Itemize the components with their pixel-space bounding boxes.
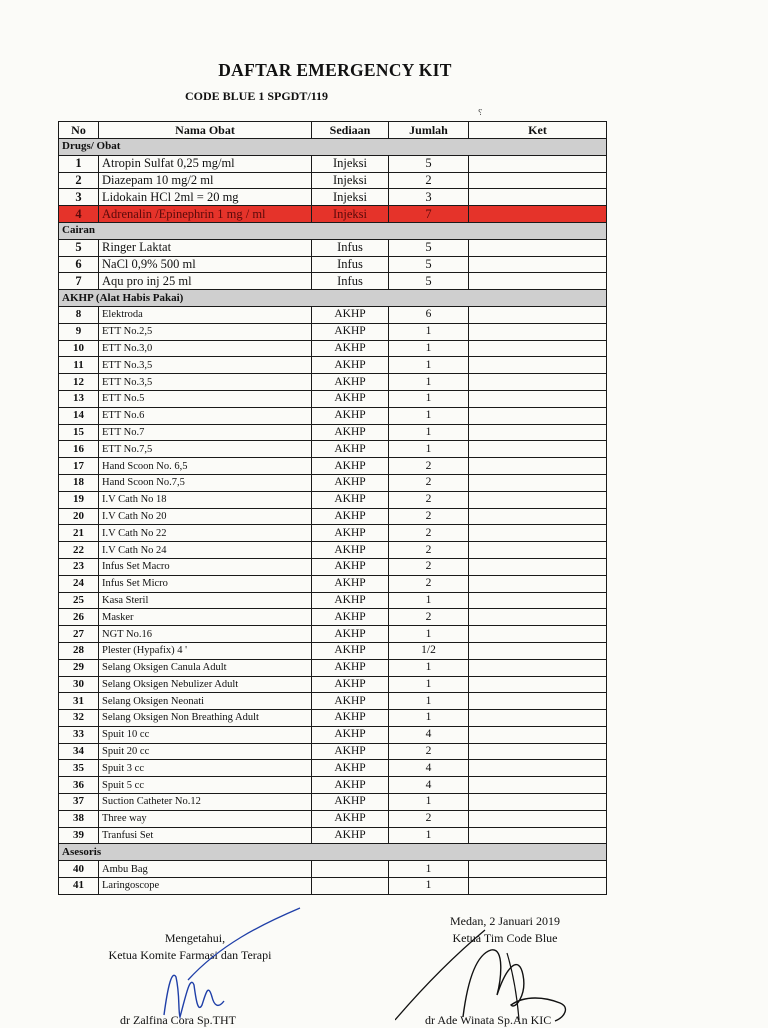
cell-no: 41 xyxy=(59,878,99,895)
cell-jumlah: 4 xyxy=(389,760,469,777)
cell-nama-obat: Ringer Laktat xyxy=(99,239,312,256)
cell-ket xyxy=(469,474,607,491)
table-row xyxy=(59,710,607,727)
section-row xyxy=(59,222,607,239)
cell-sediaan: AKHP xyxy=(312,508,389,525)
cell-sediaan: AKHP xyxy=(312,491,389,508)
cell-sediaan: AKHP xyxy=(312,794,389,811)
cell-nama-obat: Tranfusi Set xyxy=(99,827,312,844)
cell-no: 14 xyxy=(59,407,99,424)
cell-nama-obat: Spuit 20 cc xyxy=(99,743,312,760)
cell-jumlah: 5 xyxy=(389,239,469,256)
cell-no: 23 xyxy=(59,558,99,575)
cell-sediaan: Injeksi xyxy=(312,155,389,172)
cell-sediaan: AKHP xyxy=(312,542,389,559)
table-row xyxy=(59,374,607,391)
column-header-no: No xyxy=(59,122,99,139)
table-row xyxy=(59,592,607,609)
cell-ket xyxy=(469,794,607,811)
cell-ket xyxy=(469,306,607,323)
cell-sediaan: AKHP xyxy=(312,558,389,575)
cell-jumlah: 2 xyxy=(389,542,469,559)
cell-jumlah: 1 xyxy=(389,693,469,710)
cell-nama-obat: Selang Oksigen Neonati xyxy=(99,693,312,710)
cell-sediaan: AKHP xyxy=(312,609,389,626)
cell-sediaan: AKHP xyxy=(312,827,389,844)
emergency-kit-table xyxy=(58,121,607,895)
cell-no: 11 xyxy=(59,357,99,374)
cell-no: 8 xyxy=(59,306,99,323)
signature-left-line1: Mengetahui, xyxy=(164,931,226,945)
cell-jumlah: 1 xyxy=(389,390,469,407)
cell-ket xyxy=(469,357,607,374)
cell-sediaan: AKHP xyxy=(312,693,389,710)
cell-sediaan: AKHP xyxy=(312,676,389,693)
cell-ket xyxy=(469,558,607,575)
table-row xyxy=(59,609,607,626)
table-row xyxy=(59,794,607,811)
cell-ket xyxy=(469,743,607,760)
cell-jumlah: 1 xyxy=(389,861,469,878)
cell-no: 36 xyxy=(59,777,99,794)
cell-no: 3 xyxy=(59,189,99,206)
table-row xyxy=(59,575,607,592)
cell-nama-obat: Lidokain HCl 2ml = 20 mg xyxy=(99,189,312,206)
cell-sediaan: AKHP xyxy=(312,407,389,424)
cell-sediaan: AKHP xyxy=(312,390,389,407)
cell-ket xyxy=(469,861,607,878)
section-title: Asesoris xyxy=(59,844,607,861)
cell-nama-obat: Masker xyxy=(99,609,312,626)
table-row xyxy=(59,441,607,458)
cell-jumlah: 2 xyxy=(389,474,469,491)
cell-sediaan: AKHP xyxy=(312,726,389,743)
cell-jumlah: 1 xyxy=(389,794,469,811)
cell-no: 33 xyxy=(59,726,99,743)
cell-jumlah: 3 xyxy=(389,189,469,206)
table-row xyxy=(59,407,607,424)
section-row xyxy=(59,139,607,156)
cell-no: 38 xyxy=(59,810,99,827)
cell-jumlah: 1 xyxy=(389,676,469,693)
signature-right-line2: Ketua Tim Code Blue xyxy=(452,931,558,945)
document-title: DAFTAR EMERGENCY KIT xyxy=(218,60,452,80)
cell-ket xyxy=(469,710,607,727)
table-row xyxy=(59,172,607,189)
cell-nama-obat: I.V Cath No 22 xyxy=(99,525,312,542)
table-row xyxy=(59,726,607,743)
cell-jumlah: 2 xyxy=(389,508,469,525)
table-body xyxy=(59,139,607,895)
cell-nama-obat: Suction Catheter No.12 xyxy=(99,794,312,811)
cell-nama-obat: I.V Cath No 18 xyxy=(99,491,312,508)
table-row xyxy=(59,626,607,643)
table-row xyxy=(59,357,607,374)
cell-ket xyxy=(469,239,607,256)
cell-ket xyxy=(469,760,607,777)
signature-right-line1: Medan, 2 Januari 2019 xyxy=(450,914,560,928)
table-row xyxy=(59,390,607,407)
cell-sediaan: Infus xyxy=(312,256,389,273)
cell-ket xyxy=(469,441,607,458)
cell-nama-obat: Spuit 10 cc xyxy=(99,726,312,743)
cell-sediaan: AKHP xyxy=(312,474,389,491)
table-row xyxy=(59,155,607,172)
cell-nama-obat: Kasa Steril xyxy=(99,592,312,609)
cell-no: 20 xyxy=(59,508,99,525)
cell-nama-obat: ETT No.6 xyxy=(99,407,312,424)
table-row xyxy=(59,206,607,223)
cell-jumlah: 4 xyxy=(389,777,469,794)
cell-nama-obat: ETT No.3,5 xyxy=(99,357,312,374)
cell-nama-obat: Three way xyxy=(99,810,312,827)
cell-no: 24 xyxy=(59,575,99,592)
cell-no: 16 xyxy=(59,441,99,458)
table-header-row xyxy=(59,122,607,139)
cell-nama-obat: Atropin Sulfat 0,25 mg/ml xyxy=(99,155,312,172)
cell-ket xyxy=(469,491,607,508)
cell-ket xyxy=(469,256,607,273)
table-row xyxy=(59,827,607,844)
cell-nama-obat: Plester (Hypafix) 4 ' xyxy=(99,642,312,659)
cell-nama-obat: Diazepam 10 mg/2 ml xyxy=(99,172,312,189)
cell-jumlah: 1 xyxy=(389,323,469,340)
cell-jumlah: 1 xyxy=(389,441,469,458)
cell-jumlah: 2 xyxy=(389,491,469,508)
cell-ket xyxy=(469,626,607,643)
column-header-jumlah: Jumlah xyxy=(389,122,469,139)
cell-sediaan: AKHP xyxy=(312,810,389,827)
document-subtitle: CODE BLUE 1 SPGDT/119 xyxy=(185,89,329,103)
cell-ket xyxy=(469,693,607,710)
cell-sediaan: Injeksi xyxy=(312,206,389,223)
cell-sediaan: AKHP xyxy=(312,374,389,391)
cell-no: 30 xyxy=(59,676,99,693)
cell-jumlah: 1 xyxy=(389,659,469,676)
signature-left-line2: Ketua Komite Farmasi dan Terapi xyxy=(108,948,272,962)
cell-sediaan: AKHP xyxy=(312,306,389,323)
signatory-name-left: dr Zalfina Cora Sp.THT xyxy=(120,1013,236,1027)
cell-nama-obat: I.V Cath No 20 xyxy=(99,508,312,525)
cell-jumlah: 1 xyxy=(389,592,469,609)
signature-left-scribble xyxy=(150,905,310,1024)
cell-no: 29 xyxy=(59,659,99,676)
cell-jumlah: 2 xyxy=(389,810,469,827)
cell-no: 26 xyxy=(59,609,99,626)
cell-jumlah: 2 xyxy=(389,172,469,189)
cell-nama-obat: Elektroda xyxy=(99,306,312,323)
cell-ket xyxy=(469,458,607,475)
cell-nama-obat: Selang Oksigen Nebulizer Adult xyxy=(99,676,312,693)
cell-no: 40 xyxy=(59,861,99,878)
cell-sediaan: AKHP xyxy=(312,441,389,458)
cell-ket xyxy=(469,424,607,441)
cell-no: 1 xyxy=(59,155,99,172)
table-row xyxy=(59,760,607,777)
cell-nama-obat: ETT No.5 xyxy=(99,390,312,407)
table-row xyxy=(59,474,607,491)
cell-no: 7 xyxy=(59,273,99,290)
cell-nama-obat: I.V Cath No 24 xyxy=(99,542,312,559)
cell-jumlah: 2 xyxy=(389,525,469,542)
cell-jumlah: 1 xyxy=(389,626,469,643)
cell-jumlah: 4 xyxy=(389,726,469,743)
cell-nama-obat: Infus Set Macro xyxy=(99,558,312,575)
cell-ket xyxy=(469,155,607,172)
cell-no: 28 xyxy=(59,642,99,659)
cell-sediaan: AKHP xyxy=(312,525,389,542)
cell-nama-obat: ETT No.3,0 xyxy=(99,340,312,357)
cell-nama-obat: Spuit 5 cc xyxy=(99,777,312,794)
cell-ket xyxy=(469,374,607,391)
table-row xyxy=(59,676,607,693)
section-title: Cairan xyxy=(59,222,607,239)
cell-jumlah: 2 xyxy=(389,458,469,475)
table-row xyxy=(59,458,607,475)
cell-sediaan: Infus xyxy=(312,273,389,290)
cell-sediaan: Injeksi xyxy=(312,172,389,189)
cell-sediaan: AKHP xyxy=(312,340,389,357)
cell-nama-obat: ETT No.7,5 xyxy=(99,441,312,458)
table-row xyxy=(59,861,607,878)
cell-ket xyxy=(469,206,607,223)
table-row xyxy=(59,659,607,676)
cell-ket xyxy=(469,676,607,693)
cell-nama-obat: ETT No.7 xyxy=(99,424,312,441)
table-row xyxy=(59,256,607,273)
cell-nama-obat: Selang Oksigen Canula Adult xyxy=(99,659,312,676)
cell-sediaan: AKHP xyxy=(312,458,389,475)
cell-jumlah: 1 xyxy=(389,357,469,374)
cell-no: 35 xyxy=(59,760,99,777)
cell-nama-obat: NaCl 0,9% 500 ml xyxy=(99,256,312,273)
cell-ket xyxy=(469,189,607,206)
cell-no: 32 xyxy=(59,710,99,727)
cell-sediaan: AKHP xyxy=(312,710,389,727)
cell-jumlah: 1 xyxy=(389,827,469,844)
cell-nama-obat: Laringoscope xyxy=(99,878,312,895)
cell-no: 37 xyxy=(59,794,99,811)
cell-jumlah: 7 xyxy=(389,206,469,223)
cell-jumlah: 2 xyxy=(389,575,469,592)
table-row xyxy=(59,525,607,542)
table-row xyxy=(59,878,607,895)
column-header-sediaan: Sediaan xyxy=(312,122,389,139)
cell-ket xyxy=(469,508,607,525)
table-row xyxy=(59,239,607,256)
cell-nama-obat: ETT No.2,5 xyxy=(99,323,312,340)
cell-no: 21 xyxy=(59,525,99,542)
cell-sediaan: AKHP xyxy=(312,424,389,441)
cell-no: 31 xyxy=(59,693,99,710)
table-row xyxy=(59,340,607,357)
cell-nama-obat: Adrenalin /Epinephrin 1 mg / ml xyxy=(99,206,312,223)
cell-no: 4 xyxy=(59,206,99,223)
cell-sediaan: AKHP xyxy=(312,592,389,609)
cell-sediaan: AKHP xyxy=(312,357,389,374)
cell-nama-obat: Selang Oksigen Non Breathing Adult xyxy=(99,710,312,727)
cell-ket xyxy=(469,659,607,676)
cell-nama-obat: Ambu Bag xyxy=(99,861,312,878)
cell-no: 15 xyxy=(59,424,99,441)
cell-jumlah: 5 xyxy=(389,155,469,172)
cell-jumlah: 1/2 xyxy=(389,642,469,659)
column-header-ket: Ket xyxy=(469,122,607,139)
cell-ket xyxy=(469,810,607,827)
cell-ket xyxy=(469,525,607,542)
cell-jumlah: 5 xyxy=(389,273,469,290)
section-row xyxy=(59,290,607,307)
section-title: Drugs/ Obat xyxy=(59,139,607,156)
cell-jumlah: 1 xyxy=(389,424,469,441)
table-row xyxy=(59,424,607,441)
cell-sediaan: Infus xyxy=(312,239,389,256)
cell-ket xyxy=(469,323,607,340)
cell-no: 25 xyxy=(59,592,99,609)
cell-nama-obat: NGT No.16 xyxy=(99,626,312,643)
cell-ket xyxy=(469,827,607,844)
cell-nama-obat: Aqu pro inj 25 ml xyxy=(99,273,312,290)
cell-ket xyxy=(469,575,607,592)
cell-jumlah: 2 xyxy=(389,609,469,626)
table-row xyxy=(59,693,607,710)
cell-ket xyxy=(469,542,607,559)
cell-ket xyxy=(469,273,607,290)
cell-ket xyxy=(469,642,607,659)
cell-sediaan: Injeksi xyxy=(312,189,389,206)
cell-ket xyxy=(469,407,607,424)
cell-sediaan xyxy=(312,878,389,895)
cell-jumlah: 2 xyxy=(389,558,469,575)
cell-jumlah: 1 xyxy=(389,407,469,424)
table-row xyxy=(59,777,607,794)
cell-no: 5 xyxy=(59,239,99,256)
cell-jumlah: 1 xyxy=(389,878,469,895)
cell-no: 10 xyxy=(59,340,99,357)
cell-no: 13 xyxy=(59,390,99,407)
pen-mark-icon: ⸮ xyxy=(478,108,483,117)
table-row xyxy=(59,508,607,525)
cell-nama-obat: Hand Scoon No.7,5 xyxy=(99,474,312,491)
cell-nama-obat: Spuit 3 cc xyxy=(99,760,312,777)
cell-ket xyxy=(469,726,607,743)
cell-nama-obat: Infus Set Micro xyxy=(99,575,312,592)
cell-no: 2 xyxy=(59,172,99,189)
table-row xyxy=(59,810,607,827)
cell-ket xyxy=(469,390,607,407)
cell-sediaan: AKHP xyxy=(312,743,389,760)
cell-no: 34 xyxy=(59,743,99,760)
table-row xyxy=(59,189,607,206)
cell-jumlah: 2 xyxy=(389,743,469,760)
cell-ket xyxy=(469,777,607,794)
cell-no: 12 xyxy=(59,374,99,391)
cell-sediaan: AKHP xyxy=(312,760,389,777)
cell-jumlah: 1 xyxy=(389,340,469,357)
cell-jumlah: 5 xyxy=(389,256,469,273)
table-row xyxy=(59,273,607,290)
cell-sediaan: AKHP xyxy=(312,323,389,340)
cell-no: 22 xyxy=(59,542,99,559)
table-row xyxy=(59,642,607,659)
cell-ket xyxy=(469,878,607,895)
cell-nama-obat: ETT No.3,5 xyxy=(99,374,312,391)
table-row xyxy=(59,491,607,508)
cell-no: 27 xyxy=(59,626,99,643)
cell-nama-obat: Hand Scoon No. 6,5 xyxy=(99,458,312,475)
cell-no: 18 xyxy=(59,474,99,491)
signatory-name-right: dr Ade Winata Sp.An KIC xyxy=(425,1013,552,1027)
section-title: AKHP (Alat Habis Pakai) xyxy=(59,290,607,307)
cell-no: 17 xyxy=(59,458,99,475)
cell-sediaan: AKHP xyxy=(312,642,389,659)
table-row xyxy=(59,542,607,559)
cell-sediaan: AKHP xyxy=(312,626,389,643)
cell-no: 9 xyxy=(59,323,99,340)
cell-ket xyxy=(469,592,607,609)
cell-sediaan: AKHP xyxy=(312,777,389,794)
cell-no: 19 xyxy=(59,491,99,508)
cell-jumlah: 6 xyxy=(389,306,469,323)
cell-no: 39 xyxy=(59,827,99,844)
cell-sediaan xyxy=(312,861,389,878)
table-row xyxy=(59,558,607,575)
table-row xyxy=(59,743,607,760)
cell-sediaan: AKHP xyxy=(312,575,389,592)
cell-ket xyxy=(469,340,607,357)
cell-jumlah: 1 xyxy=(389,710,469,727)
column-header-nama-obat: Nama Obat xyxy=(99,122,312,139)
cell-ket xyxy=(469,609,607,626)
table-row xyxy=(59,306,607,323)
cell-ket xyxy=(469,172,607,189)
table-row xyxy=(59,323,607,340)
cell-sediaan: AKHP xyxy=(312,659,389,676)
cell-jumlah: 1 xyxy=(389,374,469,391)
cell-no: 6 xyxy=(59,256,99,273)
signature-right-scribble xyxy=(395,925,595,1024)
section-row xyxy=(59,844,607,861)
